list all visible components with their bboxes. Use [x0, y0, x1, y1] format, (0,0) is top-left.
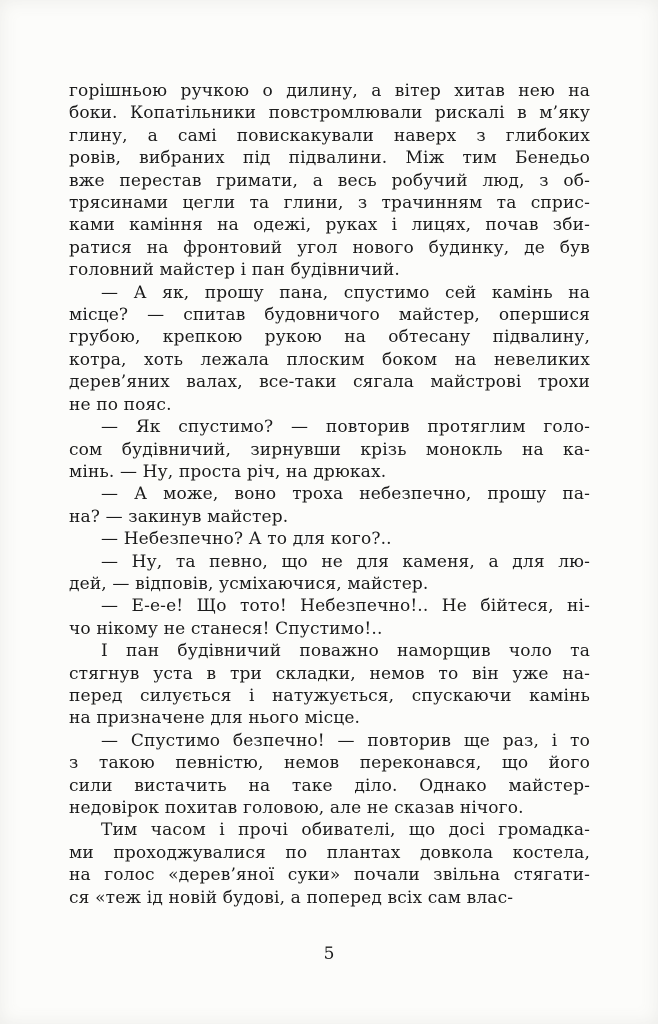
- paragraph: [69, 483, 590, 528]
- text-line: горішньою ручкою о дилину, а вітер хитав нею на: [69, 81, 590, 101]
- paragraph: [69, 595, 590, 640]
- text-line: головний майстер і пан будівничий.: [69, 260, 400, 281]
- text-line: стягнув уста в три складки, немов то він уже на-: [69, 663, 590, 684]
- text-line: сили вистачить на таке діло. Однако майстер-: [69, 775, 590, 796]
- paragraph: [69, 551, 590, 596]
- text-line: сом будівничий, зирнувши крізь монокль на ка-: [69, 439, 590, 460]
- text-line: дей, — відповів, усміхаючися, майстер.: [69, 573, 429, 594]
- text-line: дерев’яних валах, все-таки сягала майстрові трохи: [69, 372, 590, 393]
- paragraph: [69, 640, 590, 730]
- text-line: ми проходжувалися по плантах довкола костела,: [69, 842, 590, 863]
- text-line: глину, а самі повискакували наверх з глибоких: [69, 125, 590, 146]
- text-line: перед силується і натужується, спускаючи камінь: [69, 685, 590, 706]
- paragraph: [69, 528, 590, 550]
- text-line: на? — закинув майстер.: [69, 506, 289, 527]
- text-line: вже перестав гримати, а весь робучий люд, з об-: [69, 170, 590, 191]
- text-line: на призначене для нього місце.: [69, 708, 361, 729]
- text-line: — Як спустимо? — повторив протяглим голо-: [101, 417, 590, 438]
- text-line: місце? — спитав будовничого майстер, опершися: [69, 305, 590, 326]
- text-line: ками каміння на одежі, руках і лицях, почав зби-: [69, 215, 590, 236]
- text-line: котра, хоть лежала плоским боком на невеликих: [69, 349, 590, 370]
- text-line: мінь. — Ну, проста річ, на дрюках.: [69, 461, 387, 482]
- text-line: — А може, воно троха небезпечно, прошу па-: [101, 484, 590, 505]
- paragraph: [69, 80, 590, 282]
- text-line: грубою, крепкою рукою на обтесану підвалину,: [69, 327, 590, 348]
- text-line: ровів, вибраних під підвалини. Між тим Бенедьо: [69, 148, 590, 169]
- page-number: 5: [323, 944, 335, 964]
- paragraph: [69, 416, 590, 483]
- text-line: І пан будівничий поважно наморщив чоло та: [101, 641, 590, 662]
- text-line: недовірок похитав головою, але не сказав нічого.: [69, 798, 524, 818]
- paragraph: [69, 282, 590, 416]
- text-line: — А як, прошу пана, спустимо сей камінь на: [101, 282, 590, 303]
- text-line: з такою певністю, немов переконався, що його: [69, 753, 590, 774]
- text-line: на голос «дерев’яної суки» почали звільна стягати-: [69, 865, 590, 886]
- text-line: — Небезпечно? А то для кого?..: [101, 529, 392, 550]
- text-line: трясинами цегли та глини, з трачинням та сприс-: [69, 193, 590, 214]
- text-line: ратися на фронтовий угол нового будинку, де був: [69, 237, 590, 258]
- text-line: Тим часом і прочі обивателі, що досі громадка-: [101, 820, 590, 841]
- page-text: [69, 80, 590, 909]
- text-line: чо нікому не станеся! Спустимо!..: [69, 618, 383, 639]
- text-line: не по пояс.: [69, 394, 172, 415]
- text-line: — Ну, та певно, що не для каменя, а для лю-: [101, 551, 590, 572]
- text-line: — Спустимо безпечно! — повторив ще раз, і то: [101, 730, 590, 751]
- text-line: боки. Копатільники повстромлювали рискалі в м’яку: [69, 103, 590, 124]
- paragraph: [69, 819, 590, 909]
- paragraph: [69, 730, 590, 820]
- text-line: ся «теж ід новій будові, а поперед всіх сам влас-: [69, 887, 514, 908]
- text-line: — Е-е-е! Що тото! Небезпечно!.. Не бійтеся, ні-: [101, 596, 590, 617]
